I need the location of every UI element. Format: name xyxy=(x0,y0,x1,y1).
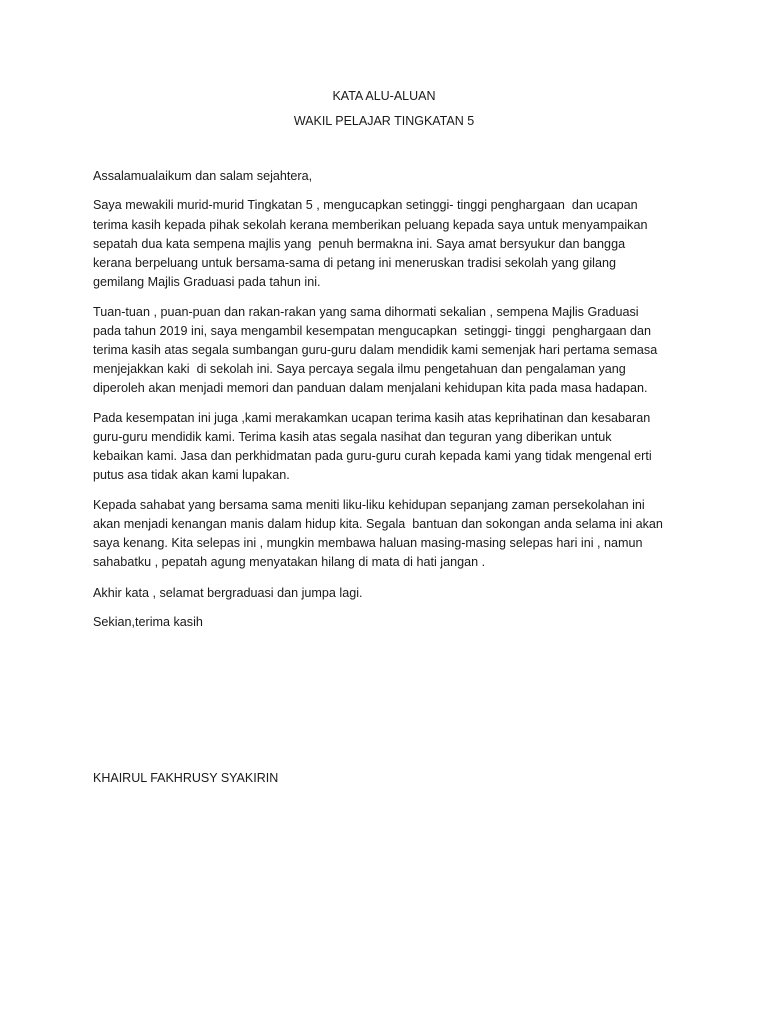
paragraph-1-line-5: gemilang Majlis Graduasi pada tahun ini. xyxy=(93,275,321,289)
paragraph-1-line-4: kerana berpeluang untuk bersama-sama di petang ini meneruskan tradisi sekolah yang gilang xyxy=(93,256,616,270)
signature-name: KHAIRUL FAKHRUSY SYAKIRIN xyxy=(93,771,279,785)
paragraph-4-line-1: Kepada sahabat yang bersama sama meniti liku-liku kehidupan sepanjang zaman persekolahan ini xyxy=(93,498,645,512)
closing-line-1: Akhir kata , selamat bergraduasi dan jumpa lagi. xyxy=(93,586,363,600)
paragraph-3-line-4: putus asa tidak akan kami lupakan. xyxy=(93,468,290,482)
paragraph-4-line-4: sahabatku , pepatah agung menyatakan hilang di mata di hati jangan . xyxy=(93,555,486,569)
paragraph-3-line-1: Pada kesempatan ini juga ,kami merakamkan ucapan terima kasih atas keprihatinan dan kesabaran xyxy=(93,411,651,425)
paragraph-4-line-2: akan menjadi kenangan manis dalam hidup kita. Segala bantuan dan sokongan anda selama ini akan xyxy=(93,517,663,531)
paragraph-2-line-1: Tuan-tuan , puan-puan dan rakan-rakan yang sama dihormati sekalian , sempena Majlis Graduasi xyxy=(93,305,639,319)
paragraph-2-line-5: diperoleh akan menjadi memori dan panduan dalam menjalani kehidupan kita pada masa hadapan. xyxy=(93,381,648,395)
greeting-line: Assalamualaikum dan salam sejahtera, xyxy=(93,169,313,183)
document-title: KATA ALU-ALUAN xyxy=(332,89,436,103)
paragraph-2-line-3: terima kasih atas segala sumbangan guru-guru dalam mendidik kami semenjak hari pertama semasa xyxy=(93,343,658,357)
document-subtitle: WAKIL PELAJAR TINGKATAN 5 xyxy=(293,114,475,128)
paragraph-3-line-3: kebaikan kami. Jasa dan perkhidmatan pada guru-guru curah kepada kami yang tidak mengenal erti xyxy=(93,449,652,463)
paragraph-3-line-2: guru-guru mendidik kami. Terima kasih atas segala nasihat dan teguran yang diberikan untuk xyxy=(93,430,612,444)
paragraph-4-line-3: saya kenang. Kita selepas ini , mungkin membawa haluan masing-masing selepas hari ini , namun xyxy=(93,536,643,550)
paragraph-1-line-2: terima kasih kepada pihak sekolah kerana memberikan peluang kepada saya untuk menyampaikan xyxy=(93,218,648,232)
paragraph-1-line-3: sepatah dua kata sempena majlis yang penuh bermakna ini. Saya amat bersyukur dan bangga xyxy=(93,237,626,251)
paragraph-2-line-2: pada tahun 2019 ini, saya mengambil kesempatan mengucapkan setinggi- tinggi penghargaan dan xyxy=(93,324,652,338)
paragraph-2-line-4: menjejakkan kaki di sekolah ini. Saya percaya segala ilmu pengetahuan dan pengalaman yang xyxy=(93,362,626,376)
closing-line-2: Sekian,terima kasih xyxy=(93,615,203,629)
paragraph-1-line-1: Saya mewakili murid-murid Tingkatan 5 , mengucapkan setinggi- tinggi penghargaan dan ucapan xyxy=(93,198,638,212)
